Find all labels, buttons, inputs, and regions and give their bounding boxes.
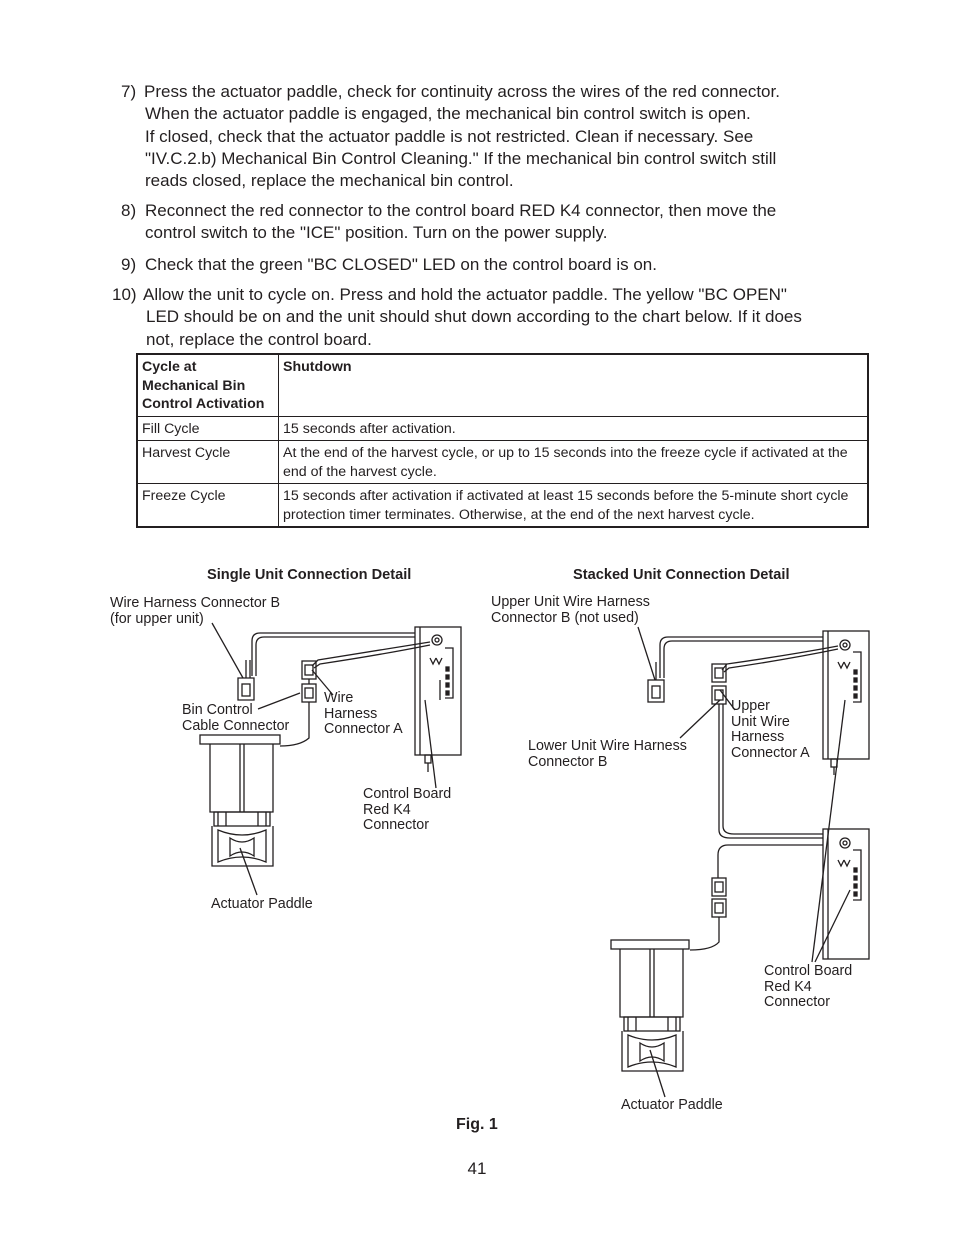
label-line: Wire (324, 690, 354, 706)
label-control-board-single (363, 787, 451, 834)
cell-cycle: Fill Cycle (137, 416, 279, 441)
label-lower-connector-b (528, 739, 687, 770)
step-line: reads closed, replace the mechanical bin control. (145, 171, 514, 191)
label-line: Unit Wire (731, 713, 790, 730)
label-line: Upper (731, 698, 770, 714)
label-bin-control-cable (182, 703, 289, 734)
step-number: 10) (112, 285, 137, 304)
label-line: Cable Connector (182, 717, 290, 734)
label-actuator-paddle-stacked (621, 1098, 723, 1114)
label-line: Lower Unit Wire Harness (528, 738, 687, 754)
label-upper-connector-b (491, 595, 650, 626)
label-line: Wire Harness Connector B (110, 595, 281, 611)
header-cycle: Cycle at Mechanical Bin Control Activation (137, 354, 279, 416)
cell-shutdown: 15 seconds after activation. (279, 416, 869, 441)
cell-cycle: Harvest Cycle (137, 441, 279, 484)
label-line: Harness (324, 705, 378, 722)
label-harness-connector-a (324, 691, 403, 738)
step-line: If closed, check that the actuator paddle is not restricted. Clean if necessary. See (145, 126, 754, 146)
step-line: not, replace the control board. (146, 329, 372, 349)
label-line: Harness (731, 729, 785, 746)
cell-shutdown: 15 seconds after activation if activated at least 15 seconds before the 5-minute short cycle protection timer terminates. Otherwise, at the end of the next harvest cycle. (279, 484, 869, 528)
figure-caption: Fig. 1 (456, 1116, 498, 1133)
label-line: Connector A (324, 721, 403, 738)
step-number: 9) (121, 255, 137, 274)
step-line: Press the actuator paddle, check for continuity across the wires of the red connector. (144, 82, 780, 101)
step-line: control switch to the "ICE" position. Turn on the power supply. (145, 223, 608, 243)
single-unit-drawing (200, 623, 461, 895)
label-line: Upper Unit Wire Harness (491, 594, 650, 610)
cell-shutdown: At the end of the harvest cycle, or up to 15 seconds into the freeze cycle if activated at the end of the harvest cycle. (279, 441, 869, 484)
label-line: Bin Control (182, 702, 253, 718)
page-number: 41 (467, 1159, 487, 1178)
stacked-unit-title: Stacked Unit Connection Detail (573, 567, 790, 583)
cell-cycle: Freeze Cycle (137, 484, 279, 528)
label-line: (for upper unit) (110, 610, 204, 627)
label-line: Connector B (not used) (491, 609, 639, 626)
label-line: Control Board (764, 963, 853, 979)
label-actuator-paddle-single (211, 897, 313, 913)
label-line: Connector (363, 817, 429, 834)
step-line: Check that the green "BC CLOSED" LED on the control board is on. (145, 255, 657, 274)
label-line: Control Board (363, 786, 452, 802)
step-line: Allow the unit to cycle on. Press and hold the actuator paddle. The yellow "BC OPEN" (143, 285, 787, 304)
label-line: Red K4 (363, 801, 411, 818)
step-number: 8) (121, 201, 137, 220)
label-line: Red K4 (764, 978, 812, 995)
label-control-board-stacked (764, 964, 852, 1011)
label-harness-connector-b (110, 596, 280, 627)
label-line: Actuator Paddle (211, 896, 313, 912)
step-line: "IV.C.2.b) Mechanical Bin Control Cleaning." If the mechanical bin control switch still (145, 148, 777, 168)
label-line: Connector B (528, 753, 608, 770)
label-line: Connector (764, 994, 830, 1011)
step-number: 7) (121, 82, 137, 101)
label-line: Actuator Paddle (621, 1097, 723, 1113)
single-unit-title: Single Unit Connection Detail (207, 567, 412, 583)
step-line: LED should be on and the unit should shut down according to the chart below. If it does (146, 307, 802, 327)
label-upper-connector-a (731, 699, 810, 761)
label-line: Connector A (731, 744, 810, 761)
step-line: When the actuator paddle is engaged, the mechanical bin control switch is open. (145, 104, 751, 124)
header-shutdown: Shutdown (279, 354, 869, 416)
step-line: Reconnect the red connector to the control board RED K4 connector, then move the (145, 201, 777, 220)
